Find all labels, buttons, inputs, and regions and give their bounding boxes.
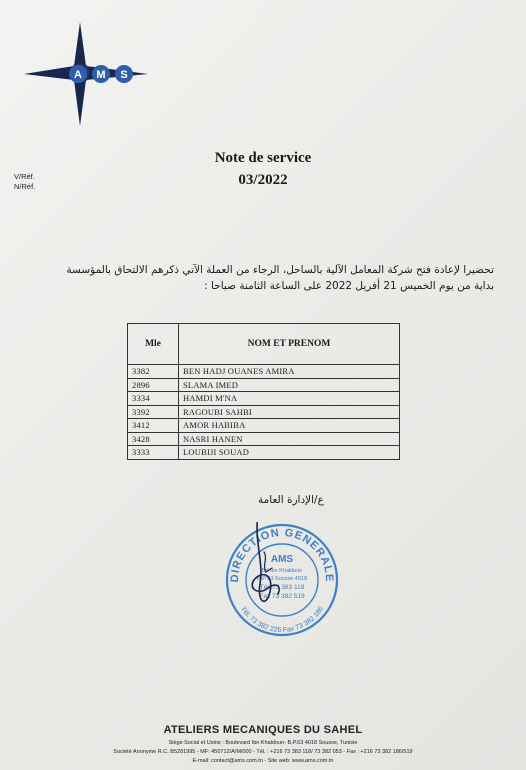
cell-mle: 3334 xyxy=(128,392,179,406)
cell-name: NASRI HANEN xyxy=(179,432,400,446)
footer-registry: Société Anonyme R.C. B5281995 - MF: 450712/A/M/000 - Tél. : +216 73 383 118/ 73 382 053 - Fax : +216 73 382 186/519 xyxy=(113,749,413,755)
stamp-line-d: Fax 73 382 519 xyxy=(259,593,305,600)
ref-n: N/Réf. xyxy=(14,182,36,191)
cell-mle: 3333 xyxy=(128,446,179,460)
logo-letter-a: A xyxy=(74,69,82,81)
body-paragraph xyxy=(54,262,494,294)
cell-mle: 2896 xyxy=(128,378,179,392)
table-row xyxy=(128,365,400,379)
cell-name: RAGOUBI SAHBI xyxy=(179,405,400,419)
cell-mle: 3428 xyxy=(128,432,179,446)
table-row xyxy=(128,405,400,419)
logo-letter-s: S xyxy=(120,69,128,81)
logo-letter-m: M xyxy=(96,69,106,81)
table-header-row xyxy=(128,324,400,365)
footer-contact: E-mail: contact@ams.com.tn - Site web: www.ams.com.tn xyxy=(192,758,334,764)
cell-name: HAMDI M'NA xyxy=(179,392,400,406)
company-stamp xyxy=(224,522,340,638)
cell-mle: 3412 xyxy=(128,419,179,433)
body-line-1: تحضيرا لإعادة فتح شركة المعامل الآلية بالساحل، الرجاء من العملة الآتي ذكرهم الالتحاق بالمؤسسة xyxy=(66,264,494,276)
footer-address: Siège Social et Usine : Boulevard Ibn Khaldoun- B.P.63 4018 Sousse, Tunisie xyxy=(168,740,358,746)
stamp-center-name: AMS xyxy=(270,554,294,565)
stamp-line-a: Bd Ibn Khaldoun xyxy=(261,568,303,574)
signature-label: ع/الإدارة العامة xyxy=(258,494,324,506)
stamp-line-b: B.P 63 Sousse 4018 xyxy=(256,576,308,582)
document-number: 03/2022 xyxy=(238,172,288,188)
table-row xyxy=(128,446,400,460)
column-header-mle: Mle xyxy=(128,324,179,365)
column-header-name: NOM ET PRENOM xyxy=(179,324,400,365)
ams-logo xyxy=(20,18,150,128)
table-row xyxy=(128,392,400,406)
cell-name: BEN HADJ OUANES AMIRA xyxy=(179,365,400,379)
cell-mle: 3392 xyxy=(128,405,179,419)
table-row xyxy=(128,378,400,392)
table-row xyxy=(128,419,400,433)
cell-name: SLAMA IMED xyxy=(179,378,400,392)
stamp-line-c: Tél. 73 383 119 xyxy=(259,584,305,591)
footer-company: ATELIERS MECANIQUES DU SAHEL xyxy=(163,724,363,736)
stamp-bottom-text: Tél. 73 382 226 Fax 73 382 186 xyxy=(238,605,326,635)
table-row xyxy=(128,432,400,446)
body-line-2: بداية من يوم الخميس 21 أفريل 2022 على الساعة الثامنة صباحا : xyxy=(204,280,494,292)
cell-name: LOUBIJI SOUAD xyxy=(179,446,400,460)
document-title: Note de service xyxy=(214,150,312,166)
stamp-ring-text: DIRECTION GENERALE xyxy=(228,526,336,583)
cell-mle: 3382 xyxy=(128,365,179,379)
svg-text:Tél. 73 382 226 Fax 73 382 186 xyxy=(239,606,325,634)
cell-name: AMOR HABIBA xyxy=(179,419,400,433)
employee-table xyxy=(127,323,400,460)
ref-v: V/Réf. xyxy=(14,172,35,181)
